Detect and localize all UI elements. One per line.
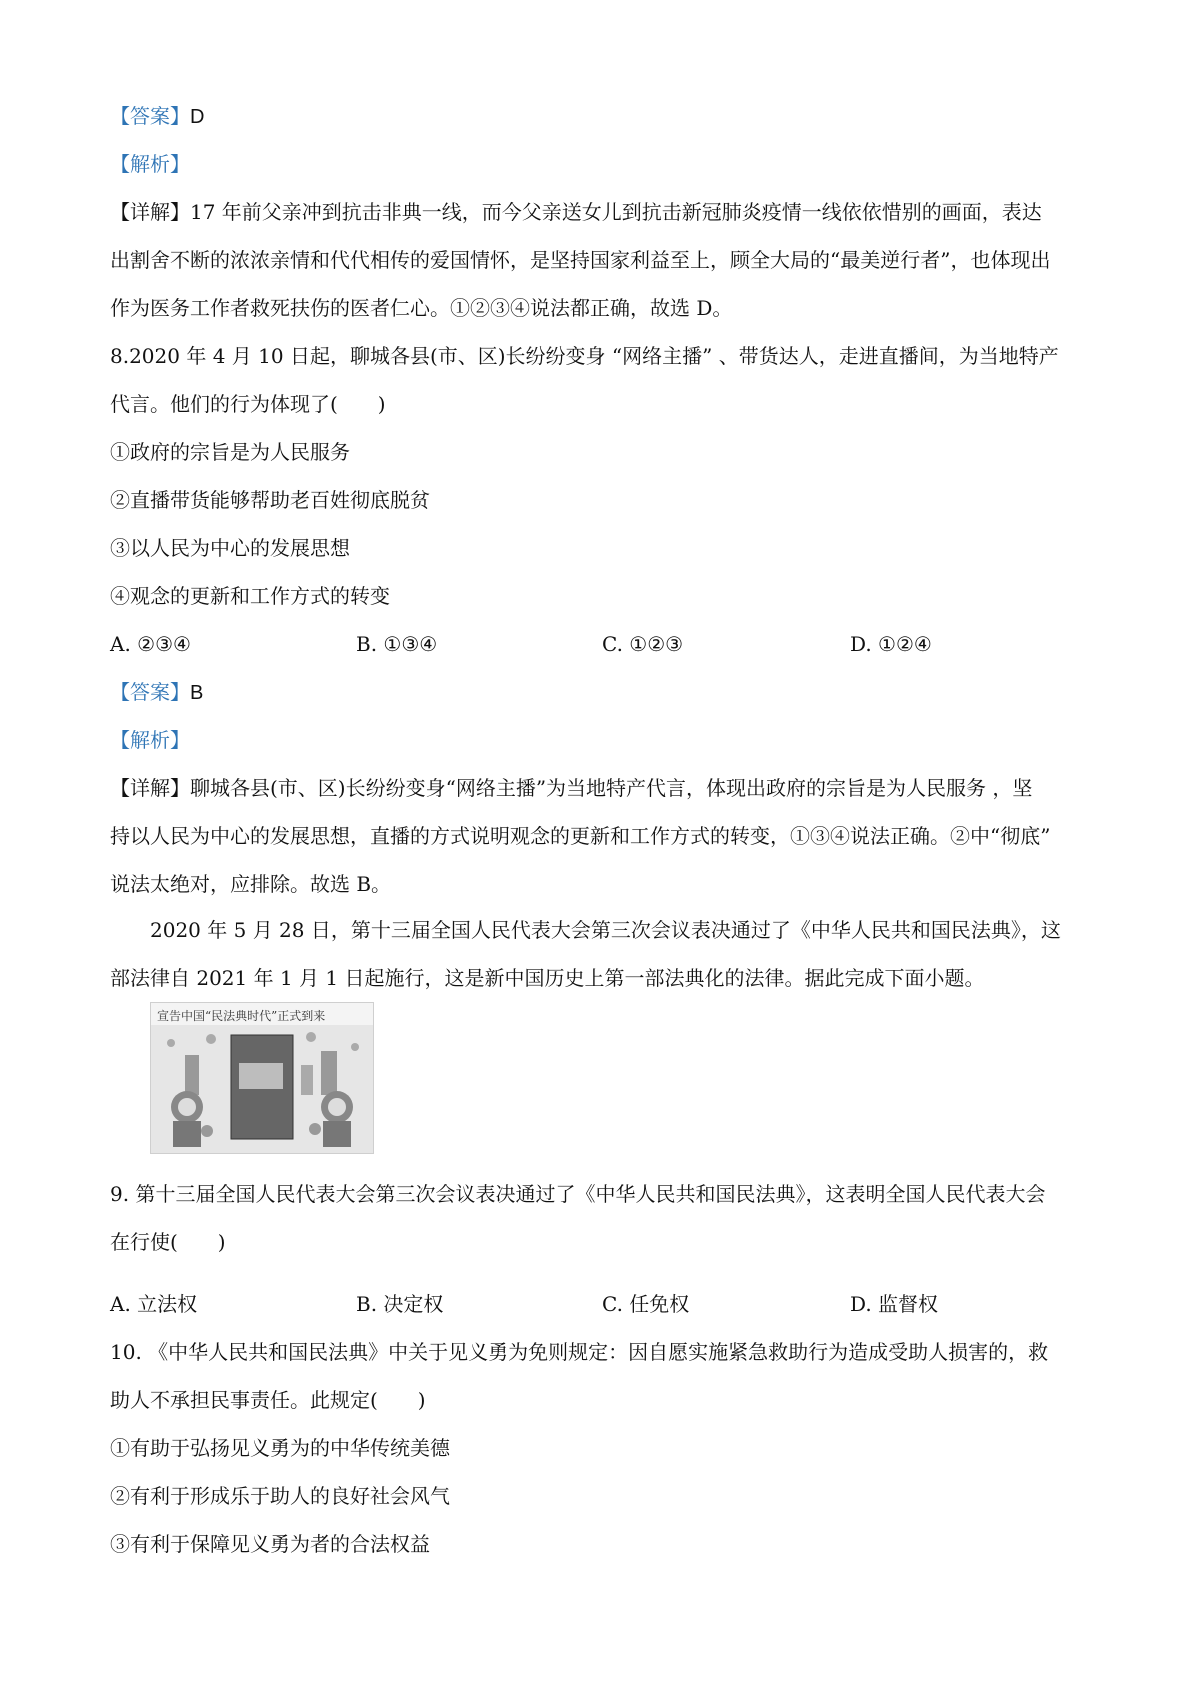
- q8-option-a[interactable]: A. ②③④: [110, 632, 191, 656]
- q8-statement-2: ②直播带货能够帮助老百姓彻底脱贫: [110, 488, 430, 512]
- q10-stem-line-2: 助人不承担民事责任。此规定( ): [110, 1388, 426, 1412]
- q8-option-d[interactable]: D. ①②④: [850, 632, 932, 656]
- q9-option-d[interactable]: D. 监督权: [850, 1292, 939, 1316]
- q10-statement-3: ③有利于保障见义勇为者的合法权益: [110, 1532, 430, 1556]
- q7-detail-line-1: 【详解】17 年前父亲冲到抗击非典一线，而今父亲送女儿到抗击新冠肺炎疫情一线依依惜别的画面，表达: [110, 200, 1042, 224]
- q9-option-a[interactable]: A. 立法权: [110, 1292, 198, 1316]
- answer-tag: 【答案】: [110, 104, 190, 128]
- q7-detail-line-3: 作为医务工作者救死扶伤的医者仁心。①②③④说法都正确，故选 D。: [110, 296, 733, 320]
- detail-tag: 【详解】: [110, 200, 190, 224]
- q7-analysis-tag: 【解析】: [110, 152, 190, 176]
- q10-stem-line-1: 10. 《中华人民共和国民法典》中关于见义勇为免则规定：因自愿实施紧急救助行为造成受助人损害的，救: [110, 1340, 1049, 1364]
- q8-option-c[interactable]: C. ①②③: [602, 632, 684, 656]
- q8-option-b[interactable]: B. ①③④: [356, 632, 438, 656]
- q10-statement-1: ①有助于弘扬见义勇为的中华传统美德: [110, 1436, 450, 1460]
- civil-code-cartoon: [150, 1002, 374, 1154]
- q8-detail-line-1: 【详解】聊城各县(市、区)长纷纷变身“网络主播”为当地特产代言，体现出政府的宗旨是为人民服务 ，坚: [110, 776, 1033, 800]
- q8-detail-line-2: 持以人民为中心的发展思想，直播的方式说明观念的更新和工作方式的转变，①③④说法正确。②中“彻底”: [110, 824, 1051, 848]
- q9-option-b[interactable]: B. 决定权: [356, 1292, 444, 1316]
- q10-statement-2: ②有利于形成乐于助人的良好社会风气: [110, 1484, 450, 1508]
- q8-statement-4: ④观念的更新和工作方式的转变: [110, 584, 390, 608]
- answer-value: D: [190, 106, 205, 128]
- figure-caption: 宣告中国“民法典时代”正式到来: [157, 1009, 326, 1023]
- q7-detail-line-2: 出割舍不断的浓浓亲情和代代相传的爱国情怀，是坚持国家利益至上，顾全大局的“最美逆行者”，也体现出: [110, 248, 1051, 272]
- q9-stem-line-1: 9. 第十三届全国人民代表大会第三次会议表决通过了《中华人民共和国民法典》，这表明全国人民代表大会: [110, 1182, 1046, 1206]
- answer-value: B: [190, 682, 204, 704]
- q8-statement-3: ③以人民为中心的发展思想: [110, 536, 350, 560]
- q8-detail-line-3: 说法太绝对，应排除。故选 B。: [110, 872, 392, 896]
- passage-line-1: 2020 年 5 月 28 日，第十三届全国人民代表大会第三次会议表决通过了《中华人民共和国民法典》，这: [150, 918, 1061, 942]
- q7-answer: [110, 102, 204, 131]
- cartoon-illustration: [151, 1003, 373, 1153]
- q8-answer: [110, 678, 203, 707]
- q8-stem-line-2: 代言。他们的行为体现了( ): [110, 392, 386, 416]
- q8-stem-line-1: 8.2020 年 4 月 10 日起，聊城各县(市、区)长纷纷变身 “网络主播” 、带货达人，走进直播间，为当地特产: [110, 344, 1059, 368]
- q8-analysis-tag: 【解析】: [110, 728, 190, 752]
- q9-stem-line-2: 在行使( ): [110, 1230, 226, 1254]
- answer-tag: 【答案】: [110, 680, 190, 704]
- passage-line-2: 部法律自 2021 年 1 月 1 日起施行，这是新中国历史上第一部法典化的法律。据此完成下面小题。: [110, 966, 985, 990]
- detail-tag: 【详解】: [110, 776, 190, 800]
- q8-statement-1: ①政府的宗旨是为人民服务: [110, 440, 350, 464]
- q9-option-c[interactable]: C. 任免权: [602, 1292, 690, 1316]
